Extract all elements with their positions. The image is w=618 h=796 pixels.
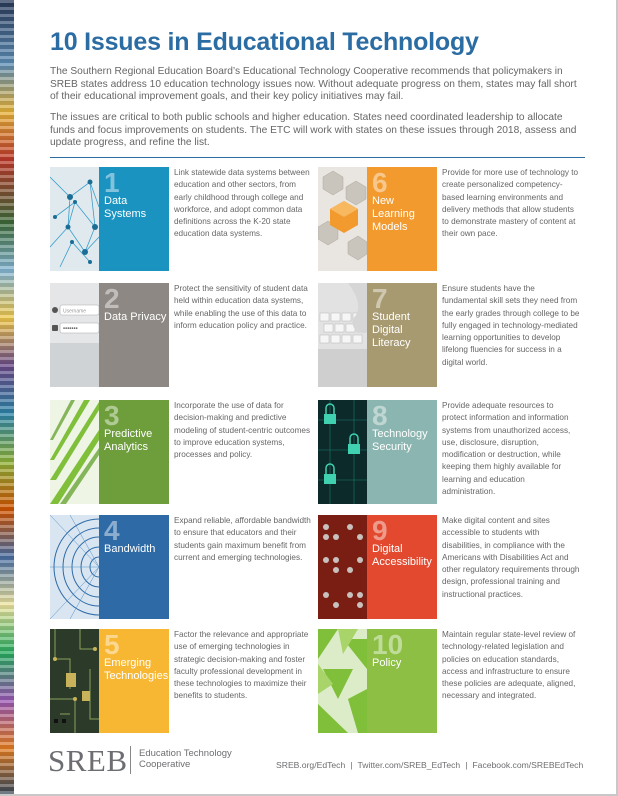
issue-name: Digital Accessibility — [372, 543, 432, 568]
issue-number: 10 — [372, 629, 404, 660]
issue-card-technology-security — [318, 400, 588, 508]
network-graph-image — [50, 167, 99, 271]
issue-description: Make digital content and sites accessible to students with disabilities, in compliance with the Americans with Disabilities Act and other regulatory requirements through design, professional training and instructional practices. — [442, 516, 580, 599]
issue-description: Provide for more use of technology to create personalized competency-based learning environments and delivery methods that allow students to demonstrate mastery of content at their own pace. — [442, 168, 579, 239]
intro-paragraph-2: The issues are critical to both public schools and higher education. States need coordinated leadership to allocate funds and focus improvements on students. The ETC will work with states on these issues through 2018, assess and update progress, and refine the list. — [50, 112, 577, 149]
login-screen-image — [50, 283, 99, 387]
issue-tile — [367, 167, 437, 271]
footer-divider — [130, 746, 131, 774]
issue-name: Technology Security — [372, 428, 428, 453]
issue-name: New Learning Models — [372, 195, 415, 233]
sreb-logo: SREB — [48, 743, 128, 778]
twitter-link[interactable]: Twitter.com/SREB_EdTech — [357, 760, 461, 770]
issue-tile — [99, 283, 169, 387]
issue-number: 4 — [104, 515, 120, 546]
username-placeholder: Username — [63, 308, 87, 315]
issue-card-emerging-technologies — [50, 629, 320, 737]
issue-number: 8 — [372, 400, 388, 431]
issue-name: Emerging Technologies — [104, 657, 169, 682]
issue-card-student-digital-literacy — [318, 283, 588, 391]
issue-description: Maintain regular state-level review of technology-related legislation and policies on education standards, access and infrastructure to ensure these policies are adequate, aligned, necessary and integrated. — [442, 630, 576, 701]
footer-subtitle-line-1: Education Technology — [139, 748, 232, 759]
issue-number: 1 — [104, 167, 120, 198]
issue-name: Student Digital Literacy — [372, 311, 411, 349]
decorative-edge-strip — [0, 0, 14, 796]
issue-tile — [99, 629, 169, 733]
tunnel-image — [50, 515, 99, 619]
link-separator: | — [350, 760, 353, 770]
issue-card-data-privacy — [50, 283, 320, 391]
issue-name: Bandwidth — [104, 543, 156, 555]
footer-subtitle-line-2: Cooperative — [139, 759, 191, 770]
facebook-link[interactable]: Facebook.com/SREBEdTech — [472, 760, 584, 770]
link-separator: | — [465, 760, 468, 770]
issue-description: Incorporate the use of data for decision-making and predictive modeling of student-centric outcomes to improve education systems, processes and policy. — [174, 401, 311, 460]
issue-number: 5 — [104, 629, 120, 660]
issue-number: 7 — [372, 283, 388, 314]
issue-number: 9 — [372, 515, 388, 546]
issue-tile — [367, 629, 437, 733]
green-shapes-image — [318, 629, 367, 733]
issue-card-new-learning-models — [318, 167, 588, 275]
edtech-link[interactable]: SREB.org/EdTech — [276, 760, 346, 770]
issue-description: Factor the relevance and appropriate use of emerging technologies in strategic decision-making and foster faculty professional development in these technologies to maximize their benefits to students. — [174, 630, 309, 701]
issue-tile — [367, 515, 437, 619]
issue-description: Expand reliable, affordable bandwidth to ensure that educators and their students gain maximum benefit from current and emerging technologies. — [174, 516, 311, 562]
issue-description: Ensure students have the fundamental skill sets they need from the early grades through college to be fully engaged in technology-mediated learning opportunities to develop lifelong fluencies for success in a digital world. — [442, 284, 580, 367]
issue-name: Predictive Analytics — [104, 428, 153, 453]
issue-tile — [367, 283, 437, 387]
footer-links — [276, 760, 583, 770]
circuit-board-image — [50, 629, 99, 733]
issue-card-predictive-analytics — [50, 400, 320, 508]
svg-text:•••••••: ••••••• — [63, 326, 78, 333]
padlock-image — [318, 400, 367, 504]
issue-description: Link statewide data systems between education and other sectors, from early childhood through college and workforce, and adopt common data definitions across the K-20 state education data systems. — [174, 168, 310, 239]
issue-card-digital-accessibility — [318, 515, 588, 623]
issue-tile — [99, 515, 169, 619]
issue-card-bandwidth — [50, 515, 320, 623]
page-title: 10 Issues in Educational Technology — [50, 28, 479, 56]
issue-name: Data Privacy — [104, 311, 167, 323]
issue-description: Provide adequate resources to protect information and information systems from unauthorized access, use, disclosure, disruption, modification or destruction, while keeping them highly available for learning and education administration. — [442, 401, 571, 497]
rising-bars-image — [50, 400, 99, 504]
header-divider — [50, 157, 585, 158]
issue-tile — [99, 167, 169, 271]
issue-number: 2 — [104, 283, 120, 314]
issue-description: Protect the sensitivity of student data held within education data systems, while enabling the use of this data to inform education policy and practice. — [174, 284, 308, 330]
issue-card-policy — [318, 629, 588, 737]
hexagon-blocks-image — [318, 167, 367, 271]
issue-name: Policy — [372, 657, 402, 669]
issue-number: 6 — [372, 167, 388, 198]
issue-number: 3 — [104, 400, 120, 431]
issue-tile — [367, 400, 437, 504]
footer-subtitle — [139, 748, 249, 770]
issue-name: Data Systems — [104, 195, 147, 220]
issue-card-data-systems — [50, 167, 320, 275]
braille-image — [318, 515, 367, 619]
issue-tile — [99, 400, 169, 504]
intro-paragraph-1: The Southern Regional Education Board’s Educational Technology Cooperative recommends that policymakers in SREB states address 10 education technology issues now. Without adequate progress on them, states may fall short of their educational improvement goals, and their key policy initiatives may fail. — [50, 66, 577, 103]
keyboard-image — [318, 283, 367, 387]
